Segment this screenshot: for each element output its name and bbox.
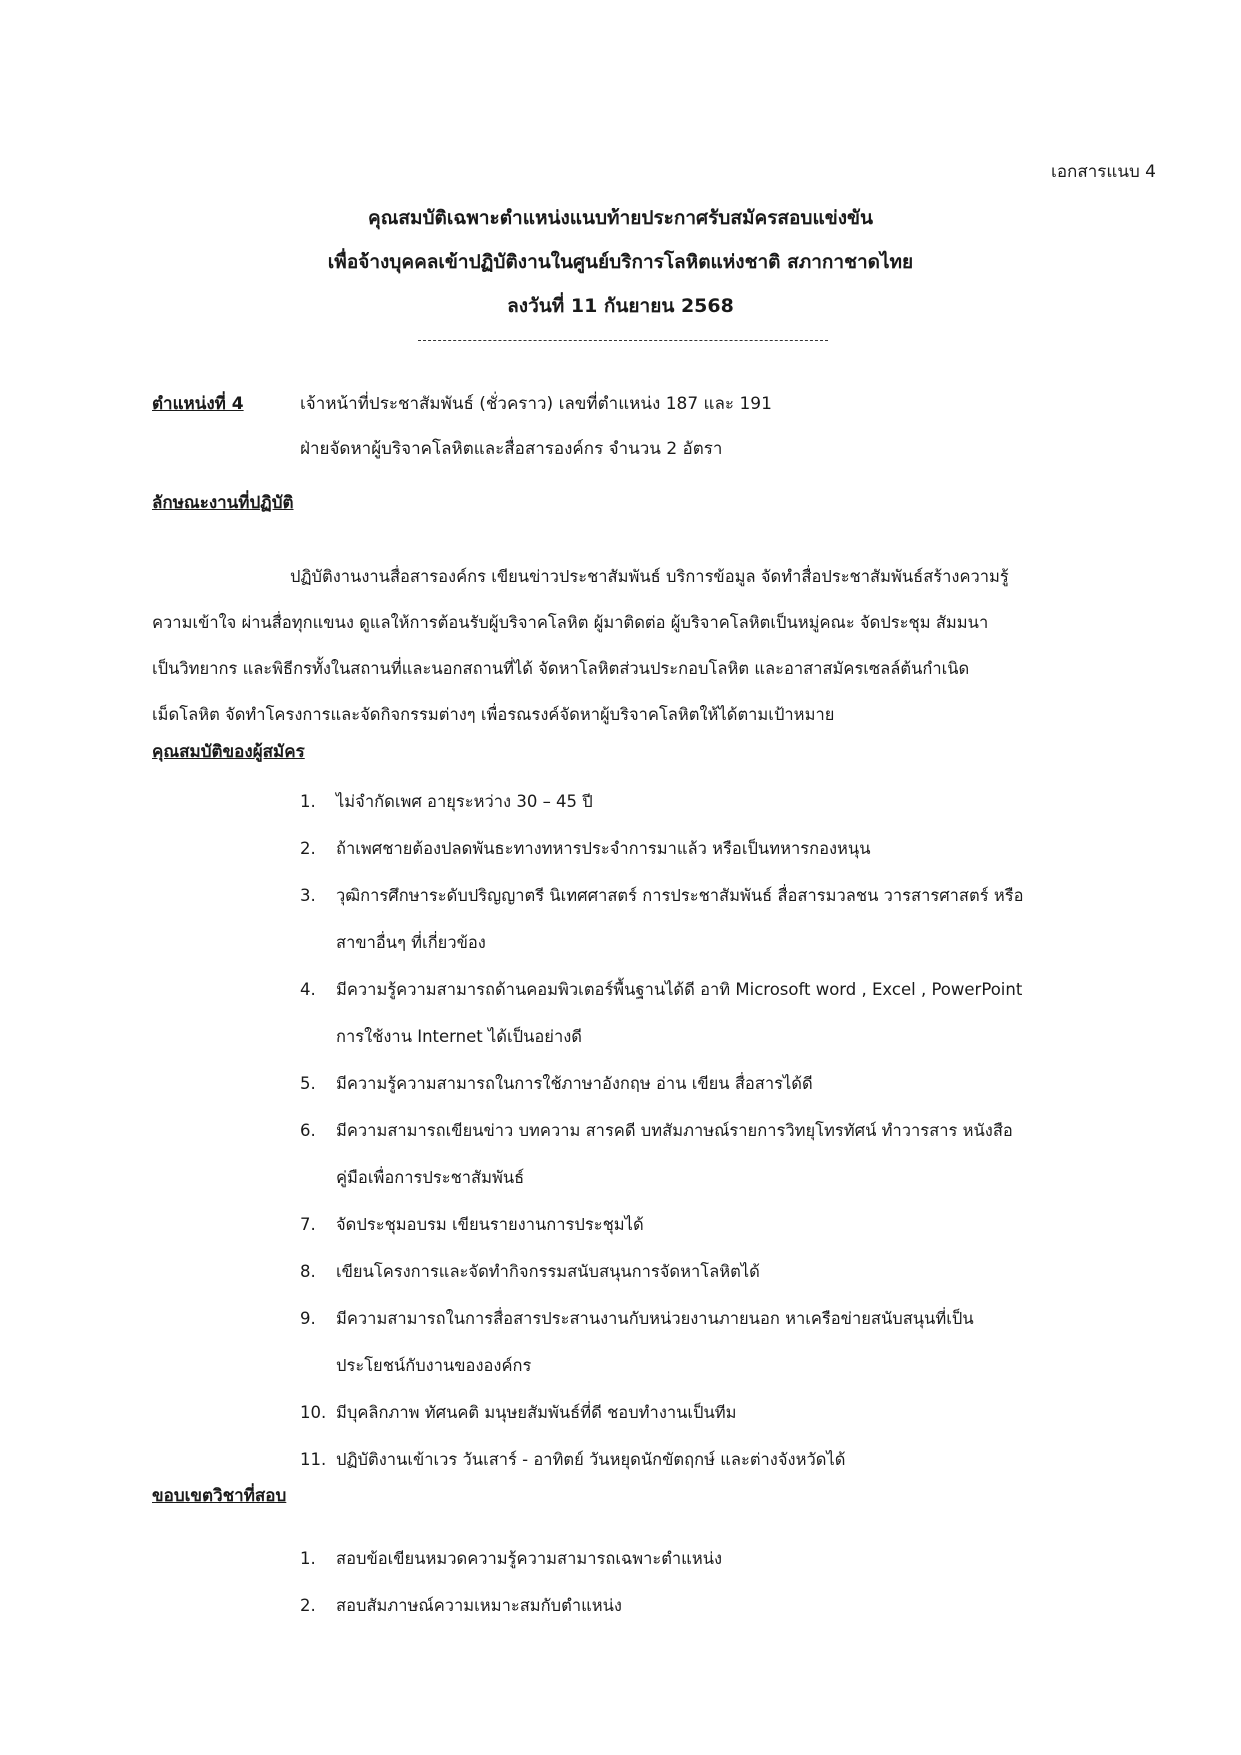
list-item-text: วุฒิการศึกษาระดับปริญญาตรี นิเทศศาสตร์ การประชาสัมพันธ์ สื่อสารมวลชน วารสารศาสตร์ หรือ bbox=[336, 886, 1024, 905]
exam-scope-list bbox=[300, 1535, 1160, 1629]
attachment-label: เอกสารแนบ 4 bbox=[1051, 162, 1156, 182]
job-description-heading: ลักษณะงานที่ปฏิบัติ bbox=[152, 493, 294, 513]
list-item-number: 5. bbox=[300, 1074, 316, 1093]
job-description-paragraph bbox=[152, 554, 1152, 738]
list-item-number: 7. bbox=[300, 1215, 316, 1234]
paragraph-line: ปฏิบัติงานงานสื่อสารองค์กร เขียนข่าวประชาสัมพันธ์ บริการข้อมูล จัดทำสื่อประชาสัมพันธ์สร้างความรู้ bbox=[290, 567, 1009, 586]
list-item-text: สอบสัมภาษณ์ความเหมาะสมกับตำแหน่ง bbox=[336, 1596, 622, 1615]
header-divider bbox=[418, 340, 828, 341]
exam-scope-heading: ขอบเขตวิชาที่สอบ bbox=[152, 1486, 287, 1506]
list-item-text: มีบุคลิกภาพ ทัศนคติ มนุษยสัมพันธ์ที่ดี ชอบทำงานเป็นทีม bbox=[336, 1403, 737, 1422]
list-item-text: ถ้าเพศชายต้องปลดพันธะทางทหารประจำการมาแล้ว หรือเป็นทหารกองหนุน bbox=[336, 839, 871, 858]
list-item-text: การใช้งาน Internet ได้เป็นอย่างดี bbox=[336, 1027, 583, 1046]
position-department: ฝ่ายจัดหาผู้บริจาคโลหิตและสื่อสารองค์กร จำนวน 2 อัตรา bbox=[300, 439, 723, 459]
list-item-number: 2. bbox=[300, 839, 316, 858]
list-item-number: 11. bbox=[300, 1450, 327, 1469]
list-item-text: ปฏิบัติงานเข้าเวร วันเสาร์ - อาทิตย์ วันหยุดนักขัตฤกษ์ และต่างจังหวัดได้ bbox=[336, 1450, 846, 1469]
list-item-number: 4. bbox=[300, 980, 316, 999]
list-item bbox=[300, 966, 1160, 1060]
list-item-text: สอบข้อเขียนหมวดความรู้ความสามารถเฉพาะตำแหน่ง bbox=[336, 1549, 723, 1568]
list-item-number: 2. bbox=[300, 1596, 316, 1615]
header-title-line-2: เพื่อจ้างบุคคลเข้าปฏิบัติงานในศูนย์บริการโลหิตแห่งชาติ สภากาชาดไทย bbox=[327, 251, 914, 273]
list-item bbox=[300, 1389, 1160, 1436]
list-item bbox=[300, 1060, 1160, 1107]
list-item-text: เขียนโครงการและจัดทำกิจกรรมสนับสนุนการจัดหาโลหิตได้ bbox=[336, 1262, 760, 1281]
list-item bbox=[300, 872, 1160, 966]
list-item-text: จัดประชุมอบรม เขียนรายงานการประชุมได้ bbox=[336, 1215, 644, 1234]
list-item bbox=[300, 825, 1160, 872]
list-item bbox=[300, 778, 1160, 825]
list-item-number: 10. bbox=[300, 1403, 327, 1422]
list-item bbox=[300, 1107, 1160, 1201]
list-item-number: 3. bbox=[300, 886, 316, 905]
document-header bbox=[0, 196, 1241, 328]
paragraph-line: ความเข้าใจ ผ่านสื่อทุกแขนง ดูแลให้การต้อนรับผู้บริจาคโลหิต ผู้มาติดต่อ ผู้บริจาคโลหิตเป็นหมู่คณะ จัดประชุม สัมมนา bbox=[152, 613, 989, 632]
list-item-text: สาขาอื่นๆ ที่เกี่ยวข้อง bbox=[336, 933, 486, 952]
list-item bbox=[300, 1582, 1160, 1629]
position-details bbox=[300, 382, 772, 472]
list-item-number: 8. bbox=[300, 1262, 316, 1281]
list-item-text: คู่มือเพื่อการประชาสัมพันธ์ bbox=[336, 1168, 525, 1187]
list-item bbox=[300, 1248, 1160, 1295]
list-item-number: 1. bbox=[300, 792, 316, 811]
list-item-text: มีความรู้ความสามารถด้านคอมพิวเตอร์พื้นฐานได้ดี อาทิ Microsoft word , Excel , PowerPoint bbox=[336, 980, 1023, 999]
list-item-number: 1. bbox=[300, 1549, 316, 1568]
list-item-text: ประโยชน์กับงานขององค์กร bbox=[336, 1356, 532, 1375]
qualifications-heading: คุณสมบัติของผู้สมัคร bbox=[152, 742, 305, 762]
list-item-text: มีความสามารถในการสื่อสารประสานงานกับหน่วยงานภายนอก หาเครือข่ายสนับสนุนที่เป็น bbox=[336, 1309, 974, 1328]
qualifications-list bbox=[300, 778, 1160, 1483]
list-item-text: ไม่จำกัดเพศ อายุระหว่าง 30 – 45 ปี bbox=[336, 792, 593, 811]
position-title: เจ้าหน้าที่ประชาสัมพันธ์ (ชั่วคราว) เลขที่ตำแหน่ง 187 และ 191 bbox=[300, 394, 772, 414]
position-label: ตำแหน่งที่ 4 bbox=[152, 394, 244, 414]
list-item bbox=[300, 1201, 1160, 1248]
list-item bbox=[300, 1535, 1160, 1582]
list-item bbox=[300, 1295, 1160, 1389]
header-date-line: ลงวันที่ 11 กันยายน 2568 bbox=[507, 295, 734, 317]
list-item-number: 9. bbox=[300, 1309, 316, 1328]
list-item-number: 6. bbox=[300, 1121, 316, 1140]
list-item bbox=[300, 1436, 1160, 1483]
header-title-line-1: คุณสมบัติเฉพาะตำแหน่งแนบท้ายประกาศรับสมัครสอบแข่งขัน bbox=[368, 207, 873, 229]
list-item-text: มีความสามารถเขียนข่าว บทความ สารคดี บทสัมภาษณ์รายการวิทยุโทรทัศน์ ทำวารสาร หนังสือ bbox=[336, 1121, 1013, 1140]
paragraph-line: เป็นวิทยากร และพิธีกรทั้งในสถานที่และนอกสถานที่ได้ จัดหาโลหิตส่วนประกอบโลหิต และอาสาสมัครเซลล์ต้นกำเนิด bbox=[152, 659, 970, 678]
paragraph-line: เม็ดโลหิต จัดทำโครงการและจัดกิจกรรมต่างๆ เพื่อรณรงค์จัดหาผู้บริจาคโลหิตให้ได้ตามเป้าหมาย bbox=[152, 705, 835, 724]
list-item-text: มีความรู้ความสามารถในการใช้ภาษาอังกฤษ อ่าน เขียน สื่อสารได้ดี bbox=[336, 1074, 813, 1093]
